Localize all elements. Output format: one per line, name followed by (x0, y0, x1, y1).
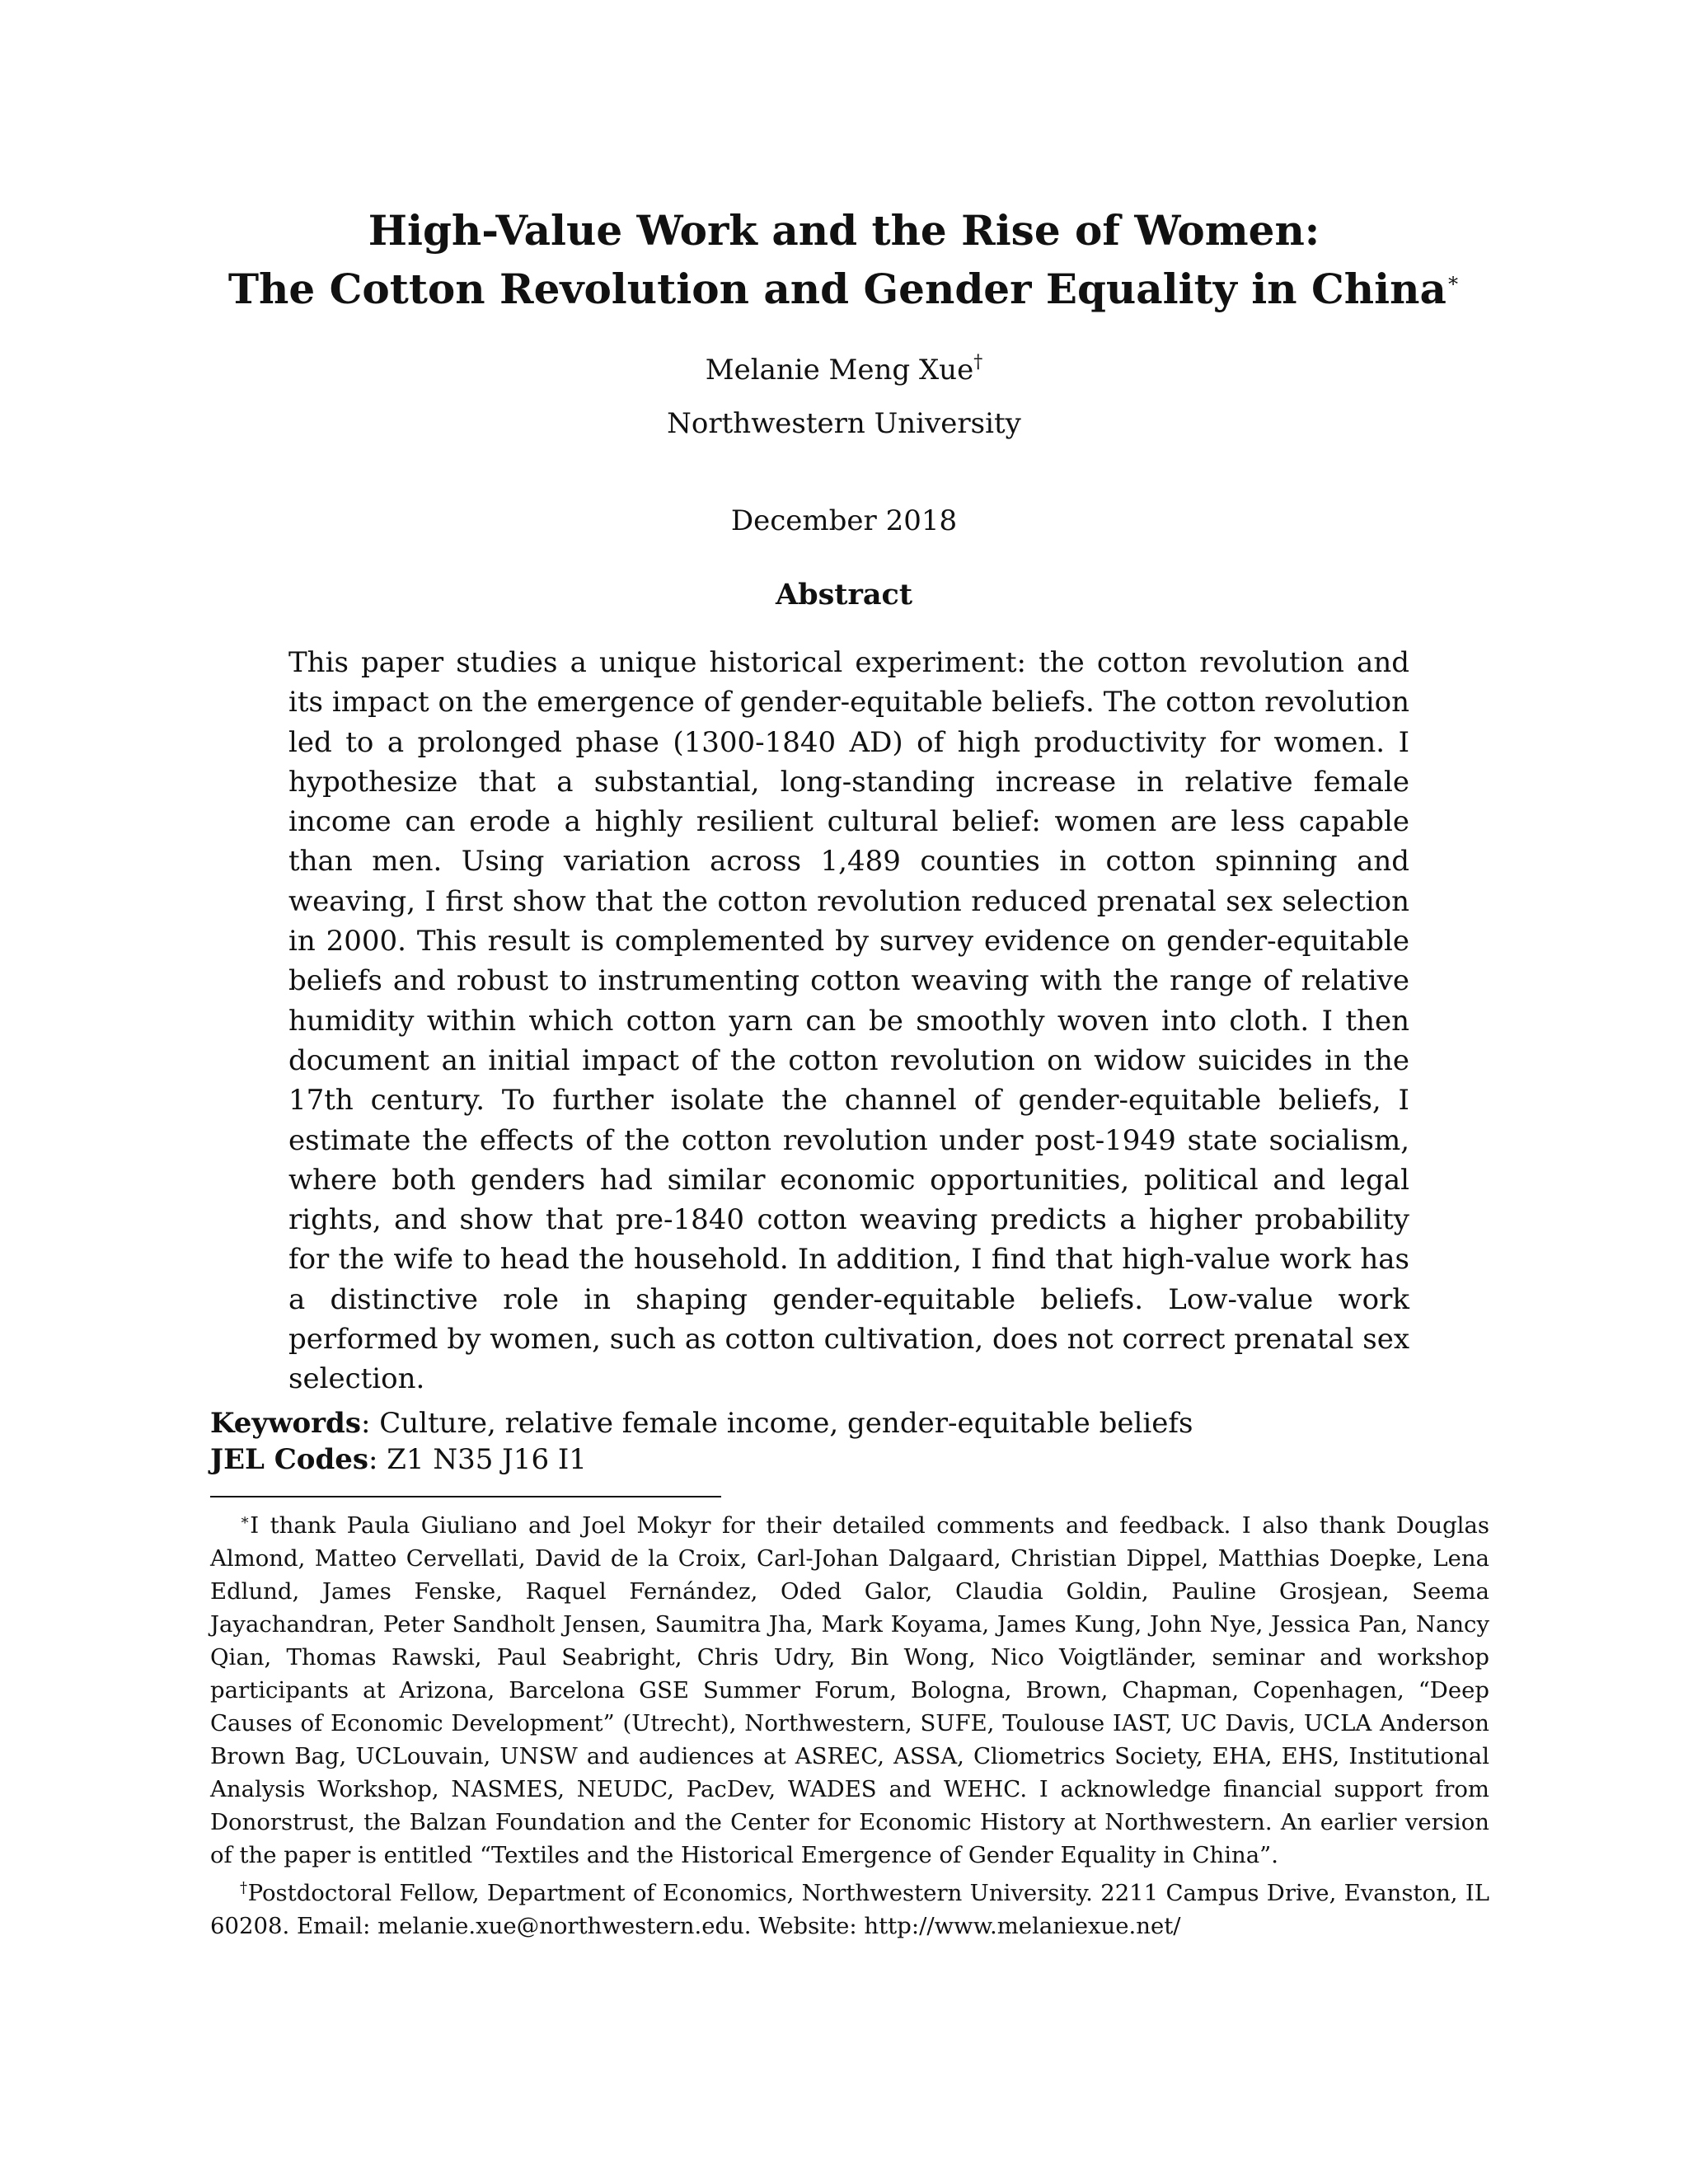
title-line-1: High-Value Work and the Rise of Women: (368, 206, 1320, 255)
abstract-body: This paper studies a unique historical experiment: the cotton revolution and its impact on the emergence of gender-equitable beliefs. The cotton revolution led to a prolonged phase (1300-1840 AD) of high productivity for women. I hypothesize that a substantial, long-standing increase in relative female income can erode a highly resilient cultural belief: women are less capable than men. Using variation across 1,489 counties in cotton spinning and weaving, I first show that the cotton revolution reduced prenatal sex selection in 2000. This result is complemented by survey evidence on gender-equitable beliefs and robust to instrumenting cotton weaving with the range of relative humidity within which cotton yarn can be smoothly woven into cloth. I then document an initial impact of the cotton revolution on widow suicides in the 17th century. To further isolate the channel of gender-equitable beliefs, I estimate the effects of the cotton revolution under post-1949 state socialism, where both genders had similar economic opportunities, political and legal rights, and show that pre-1840 cotton weaving predicts a higher probability for the wife to head the household. In addition, I find that high-value work has a distinctive role in shaping gender-equitable beliefs. Low-value work performed by women, such as cotton cultivation, does not correct prenatal sex selection. (288, 646, 1409, 1396)
paper-date: December 2018 (730, 504, 958, 537)
author-affiliation: Northwestern University (667, 407, 1021, 440)
title-line-2-text: The Cotton Revolution and Gender Equality in China (227, 265, 1447, 313)
footnote-author-info (210, 1872, 1489, 1943)
author-footnote-mark[interactable]: † (973, 352, 983, 373)
footnote-mark-dagger: † (240, 1879, 248, 1896)
footnote-mark-asterisk: ∗ (240, 1511, 251, 1529)
footnote-divider (210, 1496, 721, 1497)
footnotes (210, 1504, 1489, 1943)
footnote-acknowledgements-text: I thank Paula Giuliano and Joel Mokyr for their detailed comments and feedback. I also thank Douglas Almond, Matteo Cervellati, David de la Croix, Carl-Johan Dalgaard, Christian Dippel, Matthias Doepke, Lena Edlund, James Fenske, Raquel Fernández, Oded Galor, Claudia Goldin, Pauline Grosjean, Seema Jayachandran, Peter Sandholt Jensen, Saumitra Jha, Mark Koyama, James Kung, John Nye, Jessica Pan, Nancy Qian, Thomas Rawski, Paul Seabright, Chris Udry, Bin Wong, Nico Voigtländer, seminar and workshop participants at Arizona, Barcelona GSE Summer Forum, Bologna, Brown, Chapman, Copenhagen, “Deep Causes of Economic Development” (Utrecht), Northwestern, SUFE, Toulouse IAST, UC Davis, UCLA Anderson Brown Bag, UCLouvain, UNSW and audiences at ASREC, ASSA, Cliometrics Society, EHA, EHS, Institutional Analysis Workshop, NASMES, NEUDC, PacDev, WADES and WEHC. I acknowledge financial support from Donorstrust, the Balzan Foundation and the Center for Economic History at Northwestern. An earlier version of the paper is entitled “Textiles and the Historical Emergence of Gender Equality in China”. (210, 1512, 1489, 1868)
footnote-author-info-text: Postdoctoral Fellow, Department of Economics, Northwestern University. 2211 Campus Drive, Evanston, IL 60208. Email: melanie.xue@northwestern.edu. Website: http://www.melaniexue.net/ (210, 1880, 1490, 1939)
keywords-block (210, 1405, 1496, 1478)
author-name-text: Melanie Meng Xue (705, 354, 974, 387)
footnote-acknowledgements (210, 1504, 1489, 1872)
author-name (0, 344, 1688, 388)
keywords-row (210, 1405, 1496, 1441)
jel-codes-row (210, 1441, 1496, 1478)
jel-codes-value: : Z1 N35 J16 I1 (368, 1443, 587, 1476)
title-footnote-mark[interactable]: ∗ (1446, 269, 1461, 292)
keywords-value: : Culture, relative female income, gender-equitable beliefs (360, 1407, 1193, 1440)
jel-codes-label: JEL Codes (210, 1443, 369, 1476)
paper-title (148, 206, 1540, 314)
title-line-2 (148, 255, 1540, 314)
abstract-heading: Abstract (775, 578, 913, 612)
keywords-label: Keywords (210, 1407, 361, 1440)
